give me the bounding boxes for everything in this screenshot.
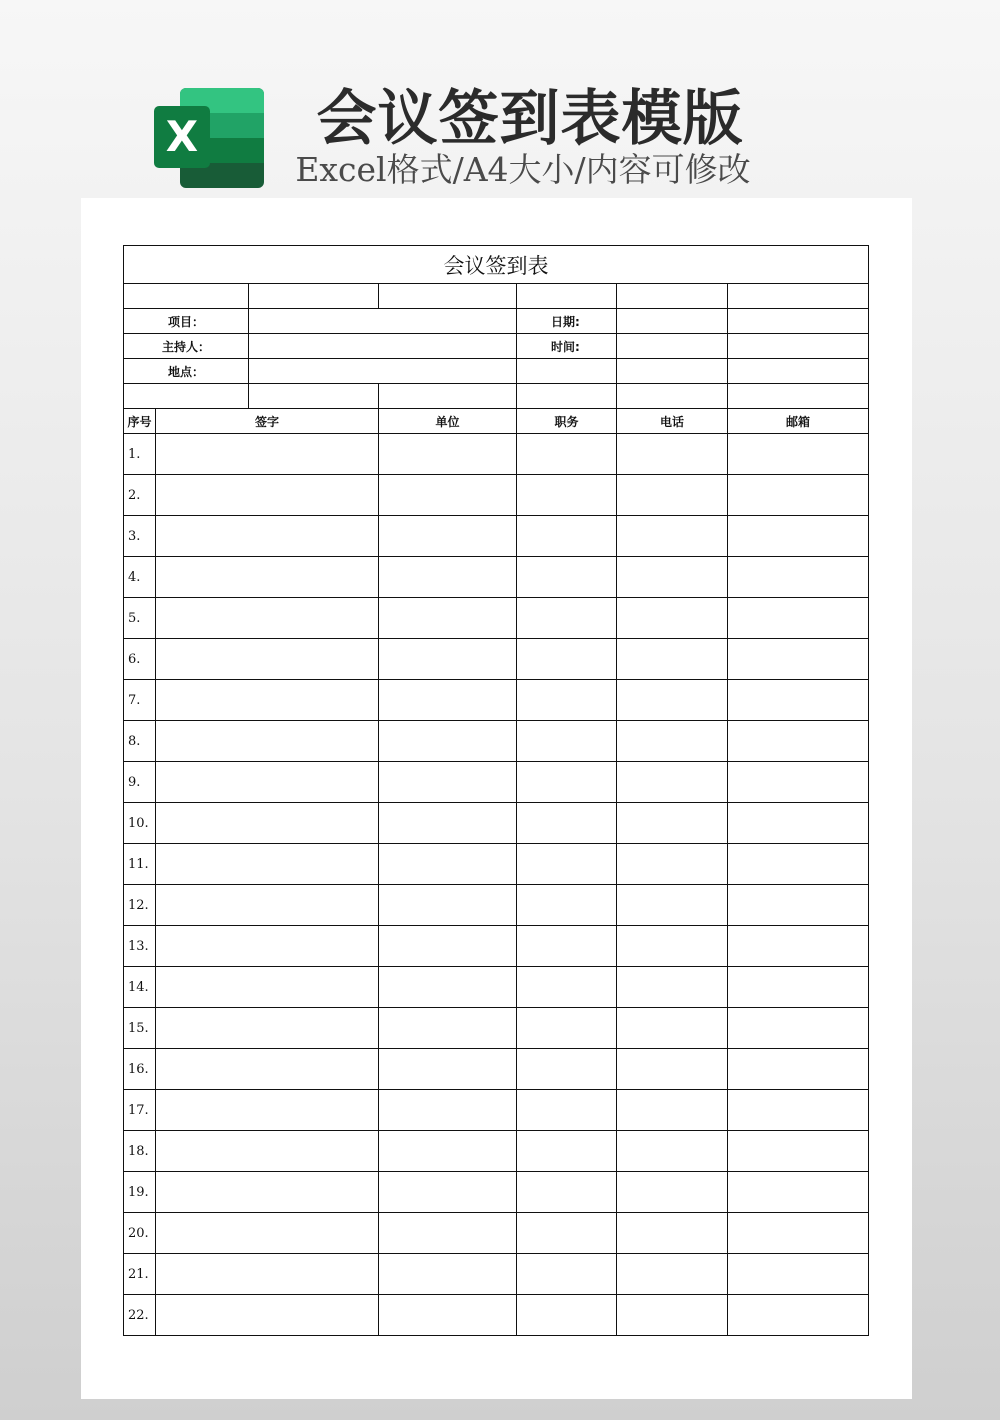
email-cell[interactable] xyxy=(728,1172,869,1213)
unit-cell[interactable] xyxy=(379,598,517,639)
cell[interactable] xyxy=(124,284,249,309)
table-row xyxy=(124,1254,869,1295)
email-cell[interactable] xyxy=(728,1008,869,1049)
position-cell[interactable] xyxy=(517,1131,617,1172)
phone-cell[interactable] xyxy=(617,516,728,557)
table-title-row xyxy=(124,246,869,284)
location-value-cell[interactable] xyxy=(249,359,517,384)
info-row-location xyxy=(124,359,869,384)
signature-cell[interactable] xyxy=(156,762,379,803)
host-label: 主持人： xyxy=(124,334,249,359)
table-row xyxy=(124,557,869,598)
cell[interactable] xyxy=(379,384,517,409)
header-banner xyxy=(0,0,1000,198)
row-number: 15. xyxy=(124,1008,156,1049)
table-row xyxy=(124,598,869,639)
row-number: 12. xyxy=(124,885,156,926)
unit-cell[interactable] xyxy=(379,516,517,557)
phone-cell[interactable] xyxy=(617,639,728,680)
unit-cell[interactable] xyxy=(379,1213,517,1254)
signature-cell[interactable] xyxy=(156,844,379,885)
signature-cell[interactable] xyxy=(156,639,379,680)
email-cell[interactable] xyxy=(728,844,869,885)
signature-cell[interactable] xyxy=(156,1131,379,1172)
table-row xyxy=(124,844,869,885)
email-cell[interactable] xyxy=(728,516,869,557)
position-cell[interactable] xyxy=(517,1254,617,1295)
row-number: 13. xyxy=(124,926,156,967)
email-cell[interactable] xyxy=(728,1295,869,1336)
unit-cell[interactable] xyxy=(379,1172,517,1213)
time-value-cell[interactable] xyxy=(617,334,728,359)
phone-cell[interactable] xyxy=(617,1295,728,1336)
phone-cell[interactable] xyxy=(617,1254,728,1295)
column-header-position: 职务 xyxy=(517,409,617,434)
row-number: 3. xyxy=(124,516,156,557)
table-title: 会议签到表 xyxy=(124,246,869,284)
signature-cell[interactable] xyxy=(156,885,379,926)
signature-cell[interactable] xyxy=(156,721,379,762)
cell[interactable] xyxy=(617,284,728,309)
excel-logo-icon xyxy=(154,88,264,188)
signature-cell[interactable] xyxy=(156,475,379,516)
row-number: 11. xyxy=(124,844,156,885)
row-number: 14. xyxy=(124,967,156,1008)
email-cell[interactable] xyxy=(728,762,869,803)
unit-cell[interactable] xyxy=(379,1090,517,1131)
cell[interactable] xyxy=(517,359,617,384)
row-number: 7. xyxy=(124,680,156,721)
position-cell[interactable] xyxy=(517,721,617,762)
location-label: 地点： xyxy=(124,359,249,384)
position-cell[interactable] xyxy=(517,434,617,475)
signature-cell[interactable] xyxy=(156,1172,379,1213)
phone-cell[interactable] xyxy=(617,598,728,639)
position-cell[interactable] xyxy=(517,1008,617,1049)
email-cell[interactable] xyxy=(728,1090,869,1131)
email-cell[interactable] xyxy=(728,680,869,721)
email-cell[interactable] xyxy=(728,885,869,926)
phone-cell[interactable] xyxy=(617,721,728,762)
signature-cell[interactable] xyxy=(156,598,379,639)
email-cell[interactable] xyxy=(728,1254,869,1295)
phone-cell[interactable] xyxy=(617,1213,728,1254)
unit-cell[interactable] xyxy=(379,680,517,721)
unit-cell[interactable] xyxy=(379,1049,517,1090)
position-cell[interactable] xyxy=(517,926,617,967)
email-cell[interactable] xyxy=(728,434,869,475)
table-row xyxy=(124,1213,869,1254)
position-cell[interactable] xyxy=(517,1172,617,1213)
row-number: 2. xyxy=(124,475,156,516)
date-value-cell[interactable] xyxy=(617,309,728,334)
cell[interactable] xyxy=(249,284,379,309)
position-cell[interactable] xyxy=(517,598,617,639)
host-value-cell[interactable] xyxy=(249,334,517,359)
unit-cell[interactable] xyxy=(379,803,517,844)
signature-cell[interactable] xyxy=(156,557,379,598)
email-cell[interactable] xyxy=(728,639,869,680)
unit-cell[interactable] xyxy=(379,1295,517,1336)
unit-cell[interactable] xyxy=(379,434,517,475)
phone-cell[interactable] xyxy=(617,803,728,844)
phone-cell[interactable] xyxy=(617,844,728,885)
sign-in-table xyxy=(123,245,869,1336)
table-row xyxy=(124,1172,869,1213)
column-header-unit: 单位 xyxy=(379,409,517,434)
unit-cell[interactable] xyxy=(379,475,517,516)
email-cell[interactable] xyxy=(728,967,869,1008)
row-number: 6. xyxy=(124,639,156,680)
table-row xyxy=(124,967,869,1008)
unit-cell[interactable] xyxy=(379,1008,517,1049)
position-cell[interactable] xyxy=(517,1090,617,1131)
time-label: 时间: xyxy=(517,334,617,359)
signature-cell[interactable] xyxy=(156,434,379,475)
row-number: 17. xyxy=(124,1090,156,1131)
row-number: 1. xyxy=(124,434,156,475)
phone-cell[interactable] xyxy=(617,434,728,475)
cell[interactable] xyxy=(617,359,728,384)
table-row xyxy=(124,1090,869,1131)
table-row xyxy=(124,434,869,475)
blank-row xyxy=(124,384,869,409)
row-number: 20. xyxy=(124,1213,156,1254)
cell[interactable] xyxy=(617,384,728,409)
phone-cell[interactable] xyxy=(617,557,728,598)
banner-title: 会议签到表模版 xyxy=(316,84,744,154)
row-number: 16. xyxy=(124,1049,156,1090)
unit-cell[interactable] xyxy=(379,721,517,762)
cell[interactable] xyxy=(379,284,517,309)
table-row xyxy=(124,475,869,516)
logo-letter: X xyxy=(165,112,199,161)
position-cell[interactable] xyxy=(517,475,617,516)
email-cell[interactable] xyxy=(728,926,869,967)
phone-cell[interactable] xyxy=(617,1090,728,1131)
unit-cell[interactable] xyxy=(379,557,517,598)
row-number: 8. xyxy=(124,721,156,762)
phone-cell[interactable] xyxy=(617,1172,728,1213)
email-cell[interactable] xyxy=(728,1049,869,1090)
signature-cell[interactable] xyxy=(156,680,379,721)
table-row xyxy=(124,680,869,721)
column-header-phone: 电话 xyxy=(617,409,728,434)
email-cell[interactable] xyxy=(728,598,869,639)
position-cell[interactable] xyxy=(517,1049,617,1090)
position-cell[interactable] xyxy=(517,885,617,926)
unit-cell[interactable] xyxy=(379,1254,517,1295)
signature-cell[interactable] xyxy=(156,1090,379,1131)
phone-cell[interactable] xyxy=(617,1131,728,1172)
phone-cell[interactable] xyxy=(617,926,728,967)
banner-subtitle: Excel格式/A4大小/内容可修改 xyxy=(295,150,751,189)
cell[interactable] xyxy=(728,284,869,309)
phone-cell[interactable] xyxy=(617,475,728,516)
info-row-host xyxy=(124,334,869,359)
signature-cell[interactable] xyxy=(156,1213,379,1254)
table-row xyxy=(124,1049,869,1090)
unit-cell[interactable] xyxy=(379,967,517,1008)
signature-cell[interactable] xyxy=(156,1008,379,1049)
row-number: 22. xyxy=(124,1295,156,1336)
signature-cell[interactable] xyxy=(156,926,379,967)
cell[interactable] xyxy=(728,384,869,409)
table-row xyxy=(124,1295,869,1336)
phone-cell[interactable] xyxy=(617,1008,728,1049)
blank-row xyxy=(124,284,869,309)
phone-cell[interactable] xyxy=(617,885,728,926)
column-header-number: 序号 xyxy=(124,409,156,434)
cell[interactable] xyxy=(728,309,869,334)
phone-cell[interactable] xyxy=(617,680,728,721)
position-cell[interactable] xyxy=(517,762,617,803)
row-number: 19. xyxy=(124,1172,156,1213)
phone-cell[interactable] xyxy=(617,967,728,1008)
info-row-project xyxy=(124,309,869,334)
date-label: 日期: xyxy=(517,309,617,334)
phone-cell[interactable] xyxy=(617,1049,728,1090)
row-number: 9. xyxy=(124,762,156,803)
position-cell[interactable] xyxy=(517,639,617,680)
cell[interactable] xyxy=(728,359,869,384)
table-row xyxy=(124,926,869,967)
cell[interactable] xyxy=(728,334,869,359)
table-row xyxy=(124,639,869,680)
column-header-signature: 签字 xyxy=(156,409,379,434)
position-cell[interactable] xyxy=(517,680,617,721)
signature-cell[interactable] xyxy=(156,516,379,557)
cell[interactable] xyxy=(517,284,617,309)
table-row xyxy=(124,1131,869,1172)
project-label: 项目： xyxy=(124,309,249,334)
phone-cell[interactable] xyxy=(617,762,728,803)
position-cell[interactable] xyxy=(517,1213,617,1254)
column-header-email: 邮箱 xyxy=(728,409,869,434)
email-cell[interactable] xyxy=(728,475,869,516)
row-number: 4. xyxy=(124,557,156,598)
unit-cell[interactable] xyxy=(379,926,517,967)
position-cell[interactable] xyxy=(517,844,617,885)
table-row xyxy=(124,516,869,557)
email-cell[interactable] xyxy=(728,803,869,844)
signature-cell[interactable] xyxy=(156,967,379,1008)
project-value-cell[interactable] xyxy=(249,309,517,334)
position-cell[interactable] xyxy=(517,1295,617,1336)
column-header-row xyxy=(124,409,869,434)
row-number: 18. xyxy=(124,1131,156,1172)
unit-cell[interactable] xyxy=(379,1131,517,1172)
email-cell[interactable] xyxy=(728,557,869,598)
cell[interactable] xyxy=(124,384,249,409)
unit-cell[interactable] xyxy=(379,639,517,680)
email-cell[interactable] xyxy=(728,721,869,762)
table-row xyxy=(124,721,869,762)
cell[interactable] xyxy=(517,384,617,409)
email-cell[interactable] xyxy=(728,1131,869,1172)
row-number: 5. xyxy=(124,598,156,639)
position-cell[interactable] xyxy=(517,557,617,598)
position-cell[interactable] xyxy=(517,516,617,557)
unit-cell[interactable] xyxy=(379,844,517,885)
signature-cell[interactable] xyxy=(156,1295,379,1336)
signature-cell[interactable] xyxy=(156,1049,379,1090)
signature-cell[interactable] xyxy=(156,1254,379,1295)
position-cell[interactable] xyxy=(517,803,617,844)
email-cell[interactable] xyxy=(728,1213,869,1254)
signature-cell[interactable] xyxy=(156,803,379,844)
row-number: 10. xyxy=(124,803,156,844)
table-row xyxy=(124,1008,869,1049)
unit-cell[interactable] xyxy=(379,885,517,926)
table-row xyxy=(124,803,869,844)
unit-cell[interactable] xyxy=(379,762,517,803)
cell[interactable] xyxy=(249,384,379,409)
table-row xyxy=(124,762,869,803)
table-row xyxy=(124,885,869,926)
row-number: 21. xyxy=(124,1254,156,1295)
position-cell[interactable] xyxy=(517,967,617,1008)
